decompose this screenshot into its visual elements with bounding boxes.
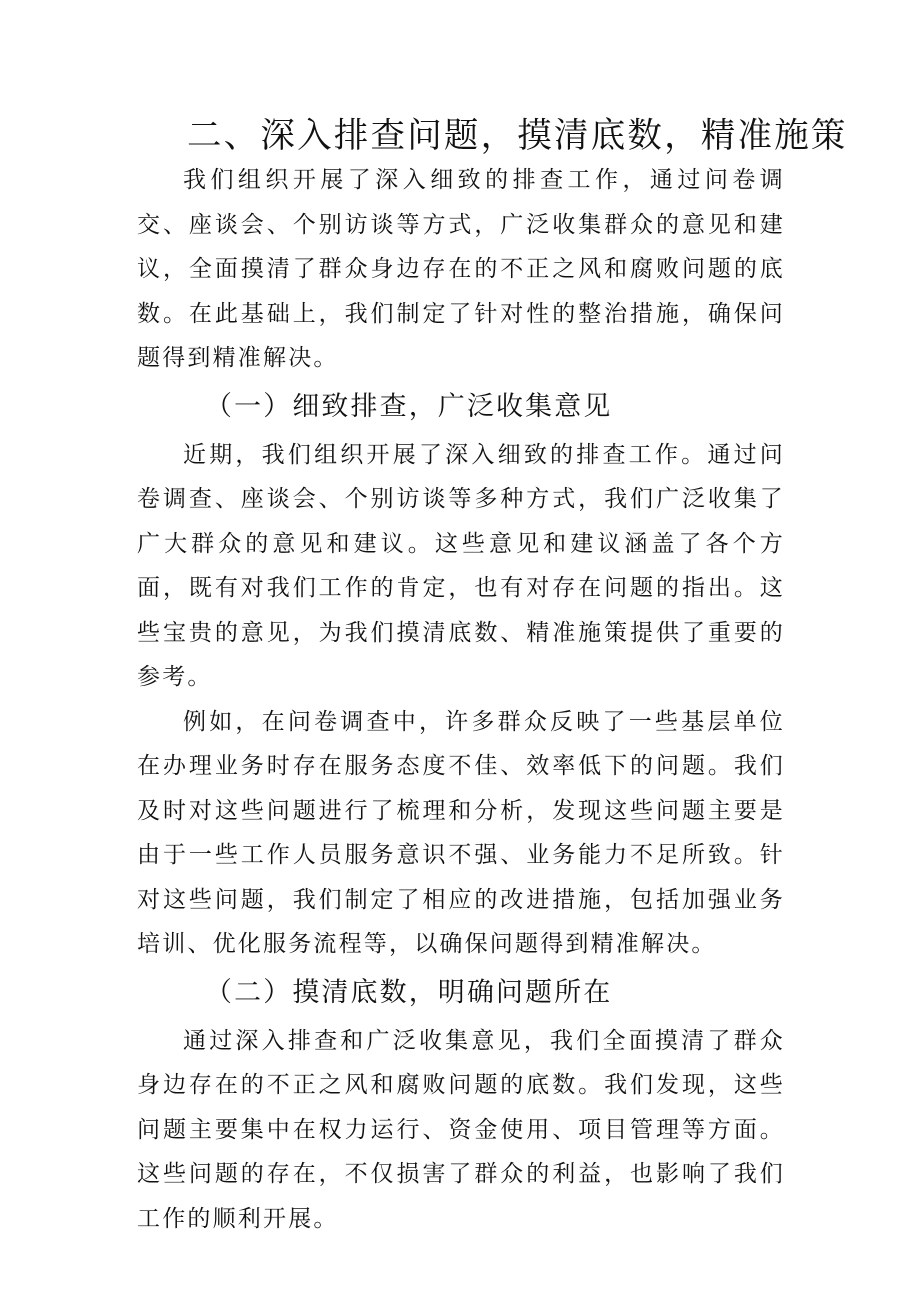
intro-paragraph: 我们组织开展了深入细致的排查工作，通过问卷调交、座谈会、个别访谈等方式，广泛收集群众的意见和建议，全面摸清了群众身边存在的不正之风和腐败问题的底数。在此基础上，我们制定了针对性的整治措施，确保问题得到精准解决。 [137,167,785,371]
subsection-1-paragraph-2: 例如，在问卷调查中，许多群众反映了一些基层单位在办理业务时存在服务态度不佳、效率低下的问题。我们及时对这些问题进行了梳理和分析，发现这些问题主要是由于一些工作人员服务意识不强、业务能力不足所致。针对这些问题，我们制定了相应的改进措施，包括加强业务培训、优化服务流程等，以确保问题得到精准解决。 [137,708,785,957]
subsection-2-title: （二）摸清底数，明确问题所在 [205,976,613,1008]
section-title: 二、深入排查问题，摸清底数，精准施策 [187,116,848,156]
document-body [137,114,848,1241]
subsection-1-paragraph-1: 近期，我们组织开展了深入细致的排查工作。通过问卷调查、座谈会、个别访谈等多种方式，我们广泛收集了广大群众的意见和建议。这些意见和建议涵盖了各个方面，既有对我们工作的肯定，也有对存在问题的指出。这些宝贵的意见，为我们摸清底数、精准施策提供了重要的参考。 [137,441,785,690]
subsection-1-title: （一）细致排查，广泛收集意见 [205,390,613,422]
subsection-2-paragraph-1: 通过深入排查和广泛收集意见，我们全面摸清了群众身边存在的不正之风和腐败问题的底数。我们发现，这些问题主要集中在权力运行、资金使用、项目管理等方面。这些问题的存在，不仅损害了群众的利益，也影响了我们工作的顺利开展。 [137,1027,785,1232]
